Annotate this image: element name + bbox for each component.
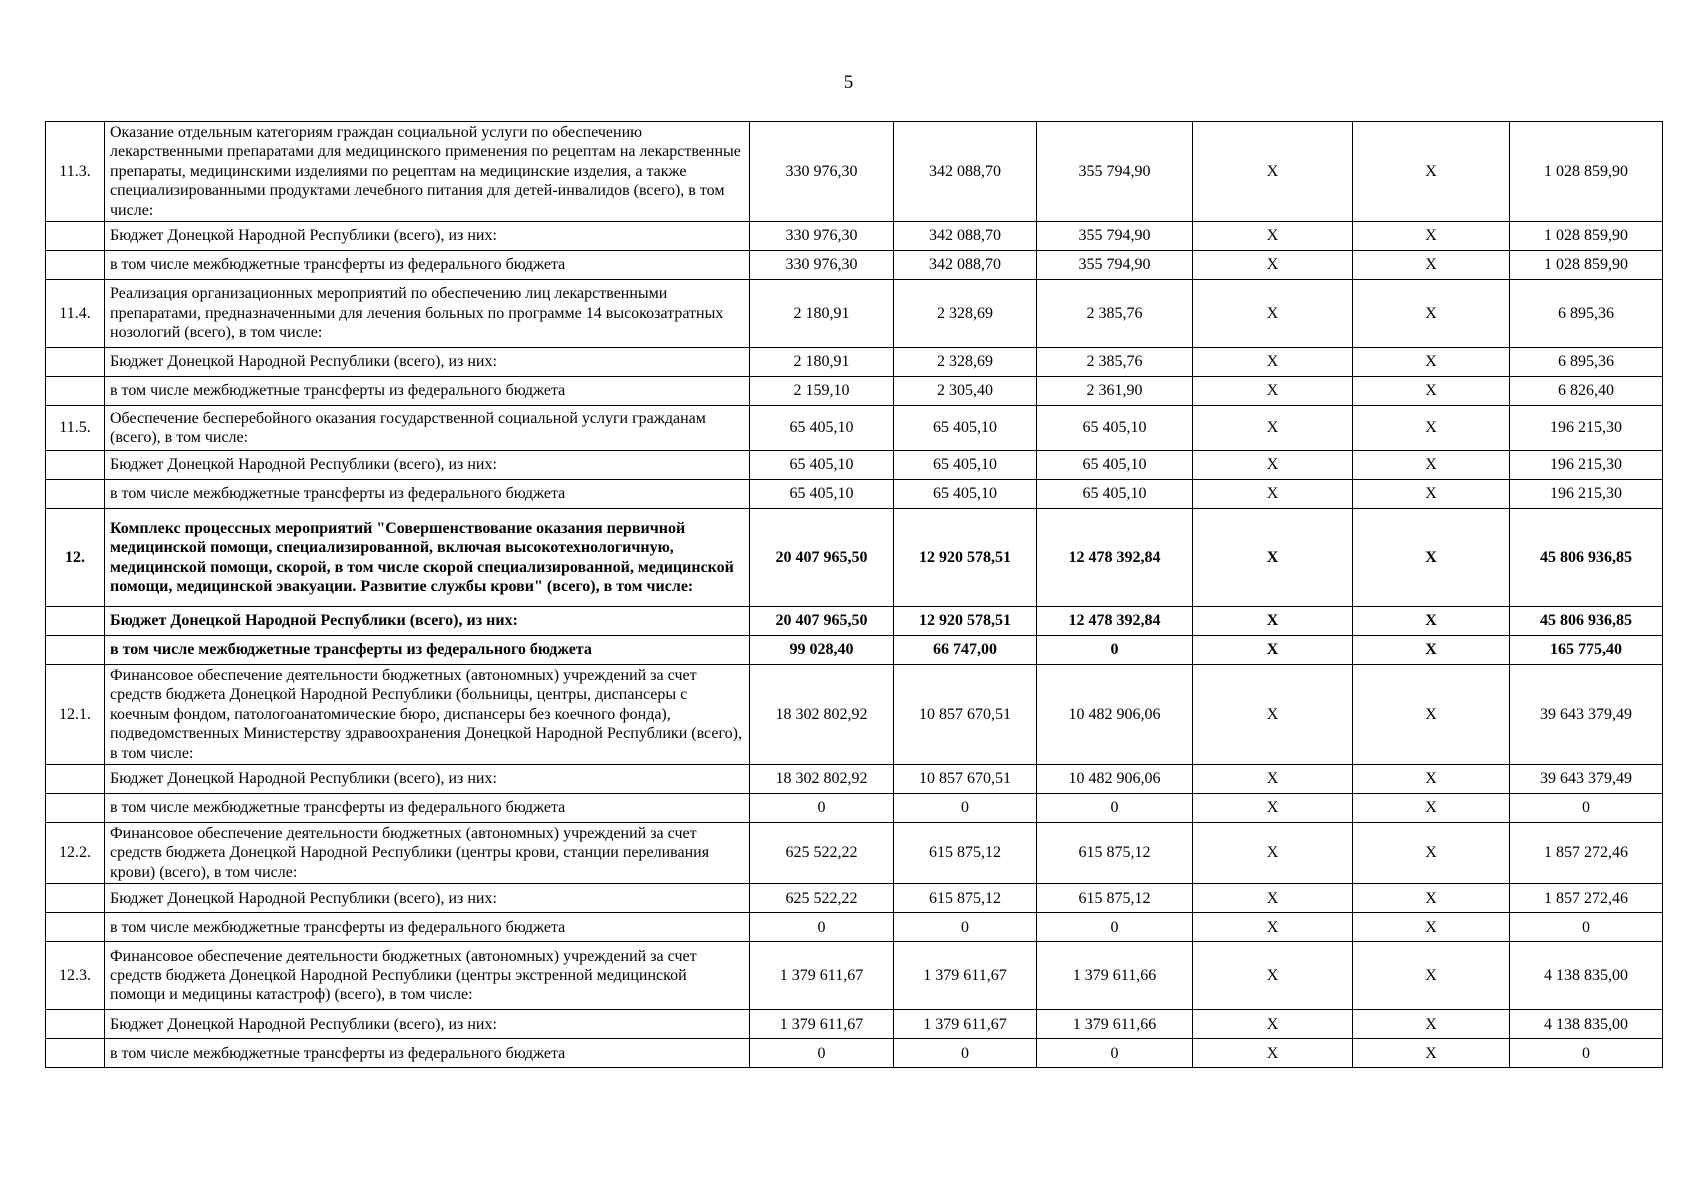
row-number [46, 451, 105, 480]
value-year-3: 0 [1037, 1039, 1193, 1068]
row-number [46, 377, 105, 406]
row-number [46, 765, 105, 794]
value-year-3: 355 794,90 [1037, 122, 1193, 222]
row-number [46, 607, 105, 636]
value-year-2: 65 405,10 [894, 480, 1037, 509]
value-year-3: 0 [1037, 794, 1193, 823]
value-year-1: 330 976,30 [750, 251, 894, 280]
table-row [46, 765, 1663, 794]
value-total: 6 895,36 [1510, 348, 1663, 377]
value-total: 6 826,40 [1510, 377, 1663, 406]
value-x-1: X [1193, 1010, 1353, 1039]
value-x-2: X [1353, 406, 1510, 451]
table-row [46, 794, 1663, 823]
value-year-2: 2 305,40 [894, 377, 1037, 406]
value-year-1: 625 522,22 [750, 823, 894, 884]
table-body [46, 122, 1663, 1068]
value-year-3: 615 875,12 [1037, 884, 1193, 913]
value-year-1: 65 405,10 [750, 480, 894, 509]
value-total: 1 857 272,46 [1510, 884, 1663, 913]
row-name: Бюджет Донецкой Народной Республики (всего), из них: [105, 607, 750, 636]
value-x-2: X [1353, 913, 1510, 942]
table-row [46, 665, 1663, 765]
value-x-1: X [1193, 913, 1353, 942]
value-year-2: 0 [894, 794, 1037, 823]
row-name: Реализация организационных мероприятий по обеспечению лиц лекарственными препаратами, предназначенными для лечения больных по программе 14 высокозатратных нозологий (всего), в том числе: [105, 280, 750, 348]
value-x-2: X [1353, 222, 1510, 251]
value-x-2: X [1353, 636, 1510, 665]
value-year-1: 0 [750, 913, 894, 942]
table-row [46, 222, 1663, 251]
row-name: в том числе межбюджетные трансферты из федерального бюджета [105, 636, 750, 665]
value-total: 196 215,30 [1510, 480, 1663, 509]
value-total: 39 643 379,49 [1510, 665, 1663, 765]
row-name: в том числе межбюджетные трансферты из федерального бюджета [105, 913, 750, 942]
value-total: 45 806 936,85 [1510, 607, 1663, 636]
value-year-1: 2 180,91 [750, 348, 894, 377]
value-year-2: 342 088,70 [894, 222, 1037, 251]
value-year-2: 2 328,69 [894, 348, 1037, 377]
value-x-1: X [1193, 222, 1353, 251]
table-row [46, 913, 1663, 942]
value-year-1: 330 976,30 [750, 122, 894, 222]
value-year-2: 615 875,12 [894, 823, 1037, 884]
table-row [46, 1010, 1663, 1039]
value-x-1: X [1193, 1039, 1353, 1068]
row-name: Бюджет Донецкой Народной Республики (всего), из них: [105, 348, 750, 377]
row-number: 11.4. [46, 280, 105, 348]
row-name: в том числе межбюджетные трансферты из федерального бюджета [105, 377, 750, 406]
value-year-2: 342 088,70 [894, 122, 1037, 222]
value-year-1: 1 379 611,67 [750, 1010, 894, 1039]
table-row [46, 451, 1663, 480]
value-x-2: X [1353, 942, 1510, 1010]
value-x-1: X [1193, 509, 1353, 607]
table-row [46, 377, 1663, 406]
table-row [46, 348, 1663, 377]
value-x-2: X [1353, 823, 1510, 884]
value-year-2: 65 405,10 [894, 406, 1037, 451]
value-year-3: 1 379 611,66 [1037, 1010, 1193, 1039]
value-year-3: 355 794,90 [1037, 251, 1193, 280]
value-year-1: 2 159,10 [750, 377, 894, 406]
value-year-1: 18 302 802,92 [750, 665, 894, 765]
row-name: в том числе межбюджетные трансферты из федерального бюджета [105, 1039, 750, 1068]
value-x-1: X [1193, 636, 1353, 665]
value-x-2: X [1353, 509, 1510, 607]
value-x-2: X [1353, 1039, 1510, 1068]
row-number [46, 480, 105, 509]
value-year-3: 0 [1037, 636, 1193, 665]
value-x-1: X [1193, 406, 1353, 451]
value-total: 6 895,36 [1510, 280, 1663, 348]
row-name: Комплекс процессных мероприятий "Совершенствование оказания первичной медицинской помощи, специализированной, включая высокотехнологичную, медицинской помощи, скорой, в том числе скорой специализированной, медицинской помощи, медицинской эвакуации. Развитие службы крови" (всего), в том числе: [105, 509, 750, 607]
value-x-2: X [1353, 607, 1510, 636]
value-year-3: 10 482 906,06 [1037, 665, 1193, 765]
value-total: 196 215,30 [1510, 406, 1663, 451]
value-year-1: 1 379 611,67 [750, 942, 894, 1010]
value-x-1: X [1193, 765, 1353, 794]
row-number: 12.3. [46, 942, 105, 1010]
value-year-2: 1 379 611,67 [894, 1010, 1037, 1039]
row-name: Бюджет Донецкой Народной Республики (всего), из них: [105, 1010, 750, 1039]
value-year-1: 2 180,91 [750, 280, 894, 348]
value-total: 4 138 835,00 [1510, 942, 1663, 1010]
row-number [46, 636, 105, 665]
value-x-1: X [1193, 607, 1353, 636]
row-name: Бюджет Донецкой Народной Республики (всего), из них: [105, 451, 750, 480]
value-year-1: 65 405,10 [750, 451, 894, 480]
value-year-1: 330 976,30 [750, 222, 894, 251]
value-year-1: 0 [750, 794, 894, 823]
value-x-1: X [1193, 451, 1353, 480]
value-year-3: 0 [1037, 913, 1193, 942]
value-year-3: 2 361,90 [1037, 377, 1193, 406]
value-x-2: X [1353, 377, 1510, 406]
value-total: 45 806 936,85 [1510, 509, 1663, 607]
value-total: 196 215,30 [1510, 451, 1663, 480]
table-row [46, 1039, 1663, 1068]
value-total: 0 [1510, 913, 1663, 942]
value-year-2: 0 [894, 1039, 1037, 1068]
value-year-3: 2 385,76 [1037, 280, 1193, 348]
row-number: 12. [46, 509, 105, 607]
value-year-2: 10 857 670,51 [894, 665, 1037, 765]
row-number [46, 794, 105, 823]
row-number [46, 1010, 105, 1039]
value-year-3: 615 875,12 [1037, 823, 1193, 884]
value-x-2: X [1353, 122, 1510, 222]
value-x-2: X [1353, 451, 1510, 480]
value-total: 4 138 835,00 [1510, 1010, 1663, 1039]
value-total: 1 028 859,90 [1510, 122, 1663, 222]
value-x-2: X [1353, 348, 1510, 377]
table-row [46, 480, 1663, 509]
value-x-2: X [1353, 480, 1510, 509]
value-x-2: X [1353, 280, 1510, 348]
table-row [46, 122, 1663, 222]
value-x-2: X [1353, 1010, 1510, 1039]
value-year-2: 65 405,10 [894, 451, 1037, 480]
value-year-3: 12 478 392,84 [1037, 509, 1193, 607]
value-x-1: X [1193, 480, 1353, 509]
row-name: в том числе межбюджетные трансферты из федерального бюджета [105, 794, 750, 823]
value-year-3: 10 482 906,06 [1037, 765, 1193, 794]
value-year-1: 20 407 965,50 [750, 509, 894, 607]
value-year-2: 615 875,12 [894, 884, 1037, 913]
value-total: 1 028 859,90 [1510, 251, 1663, 280]
value-total: 1 857 272,46 [1510, 823, 1663, 884]
value-x-1: X [1193, 942, 1353, 1010]
table-row [46, 884, 1663, 913]
table-row [46, 251, 1663, 280]
value-x-1: X [1193, 377, 1353, 406]
value-year-3: 65 405,10 [1037, 406, 1193, 451]
table-row [46, 509, 1663, 607]
value-x-2: X [1353, 765, 1510, 794]
value-year-3: 12 478 392,84 [1037, 607, 1193, 636]
value-total: 0 [1510, 794, 1663, 823]
row-number: 11.5. [46, 406, 105, 451]
row-name: Бюджет Донецкой Народной Республики (всего), из них: [105, 884, 750, 913]
row-number: 11.3. [46, 122, 105, 222]
table-row [46, 406, 1663, 451]
value-x-1: X [1193, 823, 1353, 884]
value-x-1: X [1193, 251, 1353, 280]
budget-table [45, 121, 1663, 1068]
row-name: Финансовое обеспечение деятельности бюджетных (автономных) учреждений за счет средств бюджета Донецкой Народной Республики (центры экстренной медицинской помощи и медицины катастроф) (всего), в том числе: [105, 942, 750, 1010]
value-x-1: X [1193, 348, 1353, 377]
row-name: в том числе межбюджетные трансферты из федерального бюджета [105, 480, 750, 509]
value-x-1: X [1193, 665, 1353, 765]
value-x-1: X [1193, 794, 1353, 823]
value-total: 39 643 379,49 [1510, 765, 1663, 794]
value-year-3: 355 794,90 [1037, 222, 1193, 251]
table-row [46, 636, 1663, 665]
value-total: 0 [1510, 1039, 1663, 1068]
row-name: Обеспечение бесперебойного оказания государственной социальной услуги гражданам (всего), в том числе: [105, 406, 750, 451]
value-total: 165 775,40 [1510, 636, 1663, 665]
row-number [46, 251, 105, 280]
table-row [46, 607, 1663, 636]
table-row [46, 280, 1663, 348]
value-year-2: 12 920 578,51 [894, 607, 1037, 636]
value-total: 1 028 859,90 [1510, 222, 1663, 251]
row-number [46, 884, 105, 913]
value-x-1: X [1193, 884, 1353, 913]
value-year-2: 2 328,69 [894, 280, 1037, 348]
value-x-2: X [1353, 794, 1510, 823]
value-year-1: 20 407 965,50 [750, 607, 894, 636]
row-number [46, 913, 105, 942]
row-number: 12.1. [46, 665, 105, 765]
value-year-3: 2 385,76 [1037, 348, 1193, 377]
value-year-2: 10 857 670,51 [894, 765, 1037, 794]
row-name: Финансовое обеспечение деятельности бюджетных (автономных) учреждений за счет средств бюджета Донецкой Народной Республики (больницы, центры, диспансеры с коечным фондом, патологоанатомические бюро, диспансеры без коечного фонда), подведомственных Министерству здравоохранения Донецкой Народной Республики (всего), в том числе: [105, 665, 750, 765]
value-year-2: 66 747,00 [894, 636, 1037, 665]
row-name: Бюджет Донецкой Народной Республики (всего), из них: [105, 765, 750, 794]
row-number [46, 1039, 105, 1068]
row-number [46, 222, 105, 251]
value-year-2: 342 088,70 [894, 251, 1037, 280]
value-x-2: X [1353, 665, 1510, 765]
row-name: Финансовое обеспечение деятельности бюджетных (автономных) учреждений за счет средств бюджета Донецкой Народной Республики (центры крови, станции переливания крови) (всего), в том числе: [105, 823, 750, 884]
value-year-2: 0 [894, 913, 1037, 942]
row-number: 12.2. [46, 823, 105, 884]
row-name: Оказание отдельным категориям граждан социальной услуги по обеспечению лекарственными препаратами для медицинского применения по рецептам на лекарственные препараты, медицинскими изделиями по рецептам на медицинские изделия, а также специализированными продуктами лечебного питания для детей-инвалидов (всего), в том числе: [105, 122, 750, 222]
value-year-3: 1 379 611,66 [1037, 942, 1193, 1010]
row-name: Бюджет Донецкой Народной Республики (всего), из них: [105, 222, 750, 251]
page-number: 5 [843, 72, 854, 93]
table-row [46, 823, 1663, 884]
value-x-1: X [1193, 280, 1353, 348]
row-number [46, 348, 105, 377]
value-year-1: 99 028,40 [750, 636, 894, 665]
value-year-1: 0 [750, 1039, 894, 1068]
value-year-1: 18 302 802,92 [750, 765, 894, 794]
value-x-2: X [1353, 251, 1510, 280]
value-year-1: 625 522,22 [750, 884, 894, 913]
table-row [46, 942, 1663, 1010]
value-year-2: 1 379 611,67 [894, 942, 1037, 1010]
value-x-2: X [1353, 884, 1510, 913]
value-year-1: 65 405,10 [750, 406, 894, 451]
value-year-3: 65 405,10 [1037, 480, 1193, 509]
row-name: в том числе межбюджетные трансферты из федерального бюджета [105, 251, 750, 280]
value-year-2: 12 920 578,51 [894, 509, 1037, 607]
value-x-1: X [1193, 122, 1353, 222]
value-year-3: 65 405,10 [1037, 451, 1193, 480]
